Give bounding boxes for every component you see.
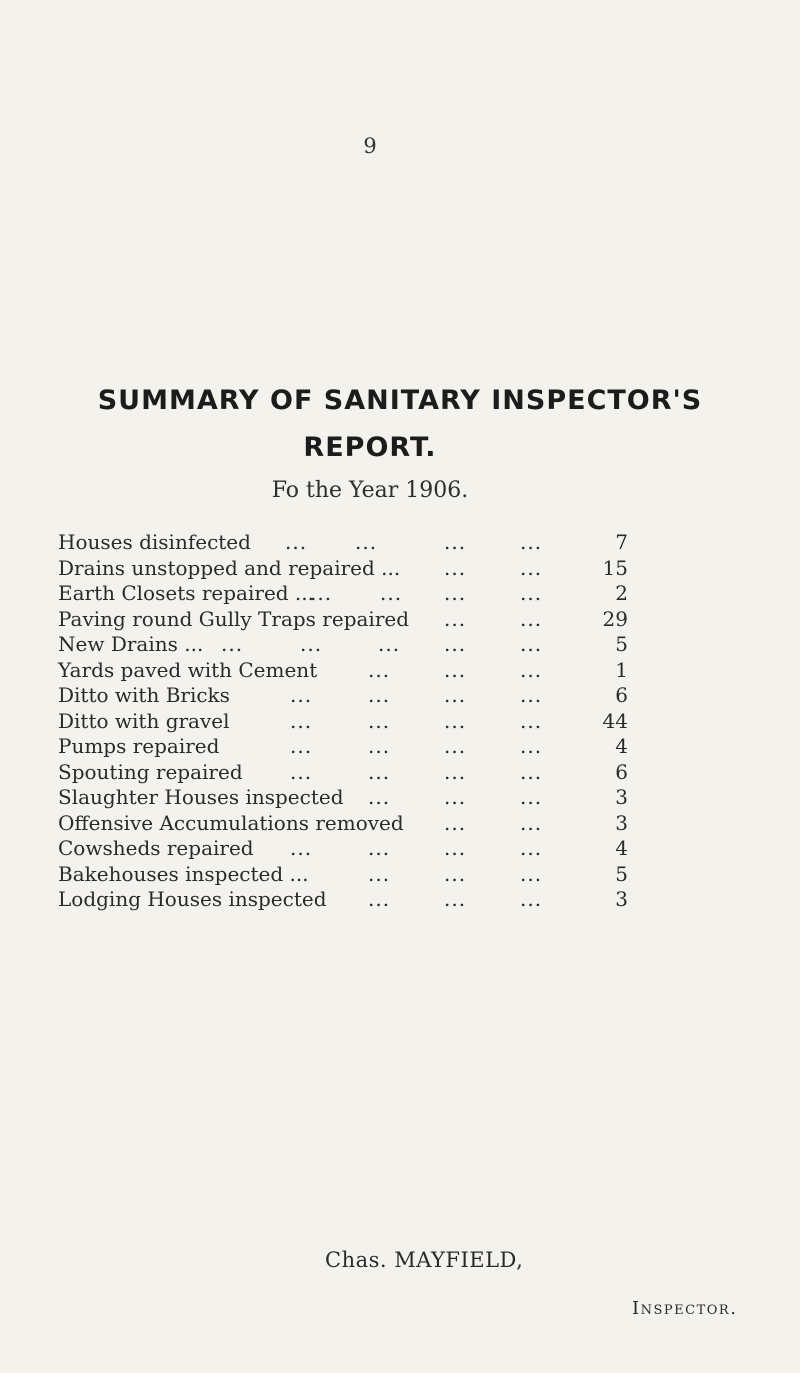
leader-dots: ... [520,861,543,886]
leader-dots: ... [355,530,378,554]
item-value: 4 [615,734,628,758]
leader-dots: ... [290,734,313,758]
leader-dots: ... [310,581,333,605]
item-label: Ditto with gravel [58,708,230,733]
leader-dots: ... [368,657,391,682]
leader-dots: ... [290,759,313,784]
leader-dots: ... [444,530,467,554]
item-label: Pumps repaired [58,734,220,758]
item-value: 2 [615,581,628,605]
leader-dots: ... [444,581,467,605]
leader-dots: ... [520,836,543,860]
list-item [58,581,748,607]
leader-dots: ... [368,887,391,911]
item-label: Cowsheds repaired [58,836,254,860]
inspector-name: Chas. MAYFIELD, [325,1248,524,1272]
item-label: Yards paved with Cement [58,657,318,682]
item-label: Lodging Houses inspected [58,887,327,911]
list-item [58,683,748,709]
item-label: Offensive Accumulations removed [58,810,404,835]
list-item [58,811,748,837]
item-label: Ditto with Bricks [58,683,230,707]
leader-dots: ... [300,632,323,656]
item-label: Houses disinfected [58,530,251,554]
leader-dots: ... [444,836,467,860]
item-value: 3 [615,810,628,835]
leader-dots: ... [444,734,467,758]
leader-dots: ... [520,530,543,554]
item-value: 6 [615,759,628,784]
list-item [58,658,748,684]
item-label: Slaughter Houses inspected [58,785,344,809]
item-value: 3 [615,785,628,809]
leader-dots: ... [520,887,543,911]
page-number: 9 [363,134,377,158]
leader-dots: ... [368,734,391,758]
summary-list [58,530,748,913]
leader-dots: ... [368,708,391,733]
leader-dots: ... [520,555,543,580]
leader-dots: ... [444,861,467,886]
leader-dots: ... [444,708,467,733]
report-title-continued: REPORT. [303,432,437,463]
leader-dots: ... [290,836,313,860]
leader-dots: ... [520,683,543,707]
inspector-title: Inspector. [632,1298,738,1319]
leader-dots: ... [520,581,543,605]
leader-dots: ... [380,581,403,605]
list-item [58,530,748,556]
item-value: 5 [615,632,628,656]
leader-dots: ... [444,810,467,835]
leader-dots: ... [221,632,244,656]
leader-dots: ... [444,657,467,682]
leader-dots: ... [444,759,467,784]
leader-dots: ... [520,785,543,809]
leader-dots: ... [368,861,391,886]
leader-dots: ... [285,530,308,554]
leader-dots: ... [520,759,543,784]
item-value: 6 [615,683,628,707]
item-value: 29 [602,606,628,631]
item-label: Spouting repaired [58,759,243,784]
item-value: 7 [615,530,628,554]
list-item [58,760,748,786]
report-title: SUMMARY OF SANITARY INSPECTOR'S [97,385,703,416]
item-label: Paving round Gully Traps repaired [58,606,410,631]
list-item [58,887,748,913]
item-value: 5 [615,861,628,886]
item-label: Drains unstopped and repaired ... [58,555,401,580]
leader-dots: ... [520,734,543,758]
leader-dots: ... [444,632,467,656]
item-label: Bakehouses inspected ... [58,861,309,886]
list-item [58,607,748,633]
leader-dots: ... [368,836,391,860]
item-value: 4 [615,836,628,860]
leader-dots: ... [368,785,391,809]
leader-dots: ... [444,785,467,809]
list-item [58,556,748,582]
list-item [58,632,748,658]
item-label: New Drains ... [58,632,204,656]
leader-dots: ... [444,606,467,631]
leader-dots: ... [368,683,391,707]
leader-dots: ... [290,708,313,733]
item-value: 15 [602,555,628,580]
report-subtitle: Fo the Year 1906. [271,478,469,503]
leader-dots: ... [520,708,543,733]
leader-dots: ... [444,555,467,580]
leader-dots: ... [444,887,467,911]
list-item [58,836,748,862]
item-value: 1 [615,657,628,682]
list-item [58,709,748,735]
leader-dots: ... [444,683,467,707]
leader-dots: ... [368,759,391,784]
leader-dots: ... [378,632,401,656]
item-value: 44 [602,708,628,733]
list-item [58,734,748,760]
item-value: 3 [615,887,628,911]
leader-dots: ... [520,657,543,682]
leader-dots: ... [520,606,543,631]
leader-dots: ... [290,683,313,707]
leader-dots: ... [520,632,543,656]
leader-dots: ... [520,810,543,835]
list-item [58,785,748,811]
list-item [58,862,748,888]
item-label: Earth Closets repaired ... [58,581,315,605]
